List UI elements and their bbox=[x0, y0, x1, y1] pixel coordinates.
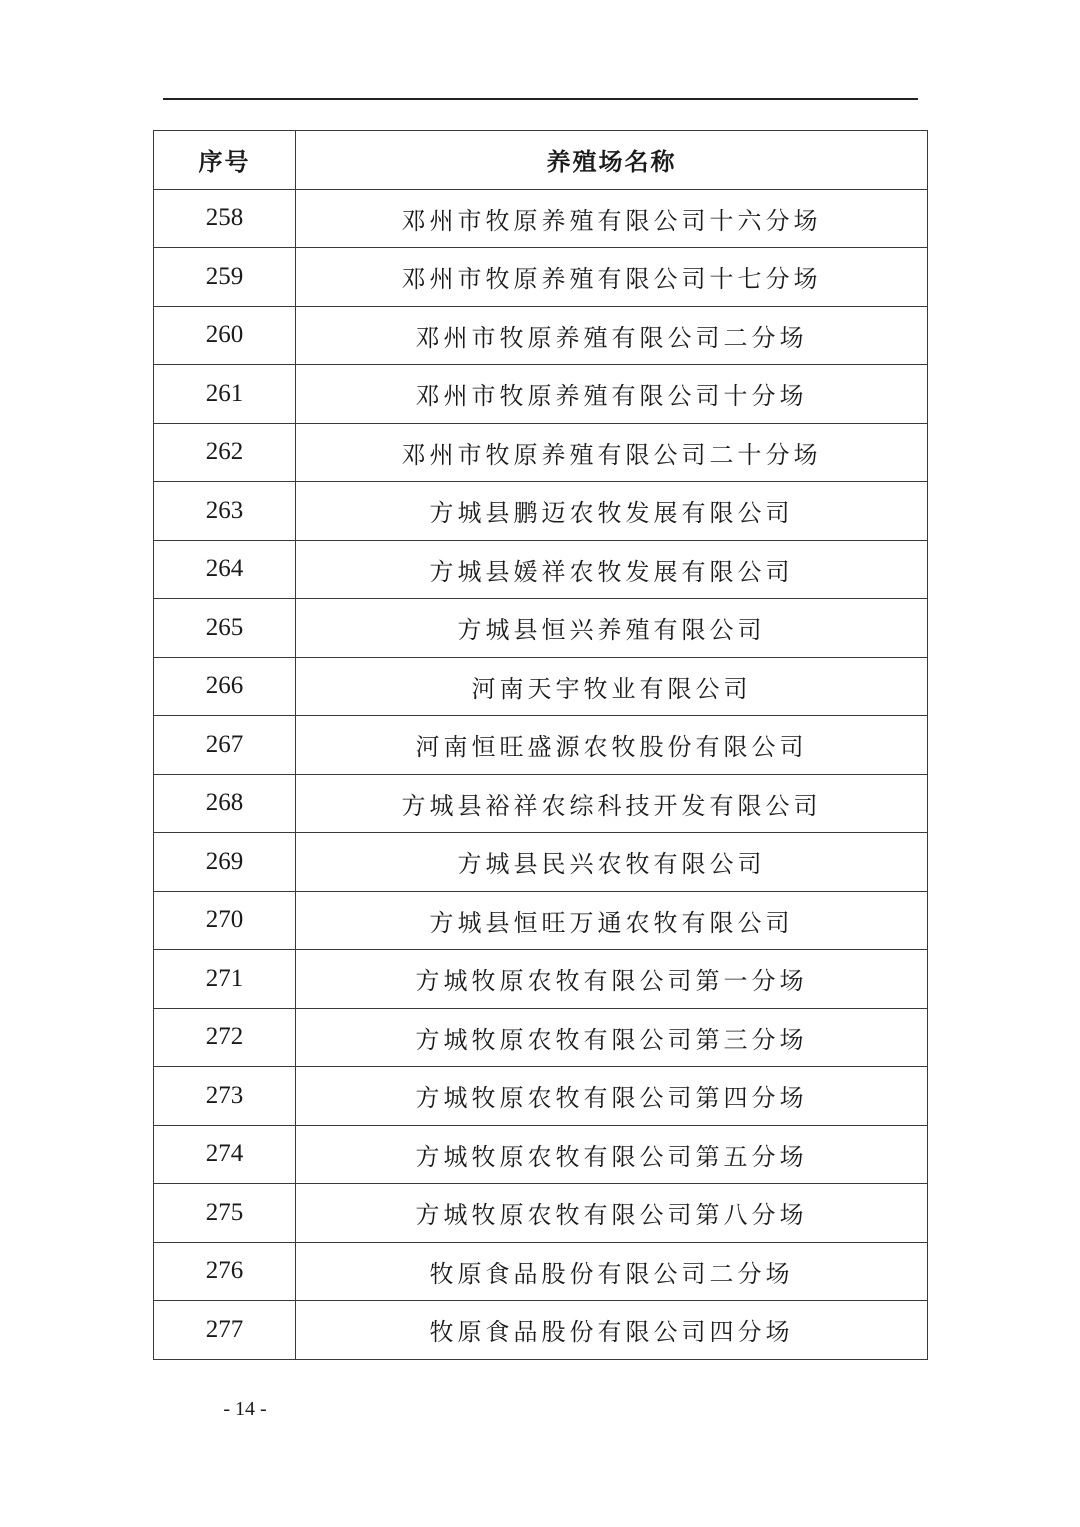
farm-name: 方城县民兴农牧有限公司 bbox=[296, 833, 928, 892]
table-row bbox=[154, 248, 928, 307]
table-row bbox=[154, 306, 928, 365]
table-row bbox=[154, 1184, 928, 1243]
farm-name: 方城县裕祥农综科技开发有限公司 bbox=[296, 774, 928, 833]
table-row bbox=[154, 189, 928, 248]
farm-name: 邓州市牧原养殖有限公司十七分场 bbox=[296, 248, 928, 307]
column-header-farm-name: 养殖场名称 bbox=[296, 131, 928, 190]
table-row bbox=[154, 540, 928, 599]
row-number: 261 bbox=[154, 365, 296, 424]
table-row bbox=[154, 774, 928, 833]
farm-name: 河南天宇牧业有限公司 bbox=[296, 657, 928, 716]
row-number: 268 bbox=[154, 774, 296, 833]
table-row bbox=[154, 423, 928, 482]
row-number: 266 bbox=[154, 657, 296, 716]
row-number: 273 bbox=[154, 1067, 296, 1126]
table-header-row bbox=[154, 131, 928, 190]
farm-name: 方城县媛祥农牧发展有限公司 bbox=[296, 540, 928, 599]
row-number: 258 bbox=[154, 189, 296, 248]
table-row bbox=[154, 1008, 928, 1067]
row-number: 270 bbox=[154, 891, 296, 950]
row-number: 272 bbox=[154, 1008, 296, 1067]
table-row bbox=[154, 1067, 928, 1126]
row-number: 267 bbox=[154, 716, 296, 775]
farm-name: 牧原食品股份有限公司四分场 bbox=[296, 1301, 928, 1360]
row-number: 259 bbox=[154, 248, 296, 307]
farm-name: 邓州市牧原养殖有限公司二十分场 bbox=[296, 423, 928, 482]
table-row bbox=[154, 1301, 928, 1360]
table-row bbox=[154, 599, 928, 658]
farm-name: 方城县恒兴养殖有限公司 bbox=[296, 599, 928, 658]
column-header-number: 序号 bbox=[154, 131, 296, 190]
farm-name: 方城牧原农牧有限公司第四分场 bbox=[296, 1067, 928, 1126]
farm-name: 牧原食品股份有限公司二分场 bbox=[296, 1242, 928, 1301]
row-number: 264 bbox=[154, 540, 296, 599]
row-number: 276 bbox=[154, 1242, 296, 1301]
row-number: 275 bbox=[154, 1184, 296, 1243]
row-number: 274 bbox=[154, 1125, 296, 1184]
farm-name: 方城牧原农牧有限公司第五分场 bbox=[296, 1125, 928, 1184]
row-number: 271 bbox=[154, 950, 296, 1009]
table-row bbox=[154, 833, 928, 892]
row-number: 277 bbox=[154, 1301, 296, 1360]
table-row bbox=[154, 1242, 928, 1301]
farm-name: 邓州市牧原养殖有限公司二分场 bbox=[296, 306, 928, 365]
table-row bbox=[154, 716, 928, 775]
farm-name: 方城县恒旺万通农牧有限公司 bbox=[296, 891, 928, 950]
table-row bbox=[154, 891, 928, 950]
farm-name: 方城牧原农牧有限公司第一分场 bbox=[296, 950, 928, 1009]
farm-name: 方城牧原农牧有限公司第八分场 bbox=[296, 1184, 928, 1243]
header-rule bbox=[163, 98, 918, 100]
farm-name: 方城县鹏迈农牧发展有限公司 bbox=[296, 482, 928, 541]
table-row bbox=[154, 365, 928, 424]
farm-name: 河南恒旺盛源农牧股份有限公司 bbox=[296, 716, 928, 775]
table-row bbox=[154, 950, 928, 1009]
row-number: 262 bbox=[154, 423, 296, 482]
row-number: 265 bbox=[154, 599, 296, 658]
table-row bbox=[154, 482, 928, 541]
farm-name: 方城牧原农牧有限公司第三分场 bbox=[296, 1008, 928, 1067]
row-number: 260 bbox=[154, 306, 296, 365]
farm-name: 邓州市牧原养殖有限公司十六分场 bbox=[296, 189, 928, 248]
farm-table bbox=[153, 130, 928, 1360]
page-number: - 14 - bbox=[223, 1398, 267, 1420]
table-row bbox=[154, 1125, 928, 1184]
table-row bbox=[154, 657, 928, 716]
row-number: 269 bbox=[154, 833, 296, 892]
row-number: 263 bbox=[154, 482, 296, 541]
farm-name: 邓州市牧原养殖有限公司十分场 bbox=[296, 365, 928, 424]
